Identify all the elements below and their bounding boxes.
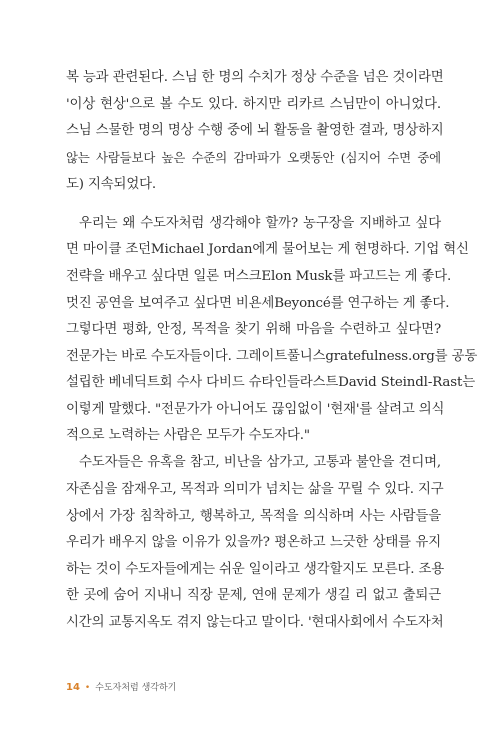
text-line: '이상 현상'으로 볼 수도 있다. 하지만 리카르 스님만이 아니었다. [66,97,441,112]
page-footer [66,681,176,695]
text-line: 전략을 배우고 싶다면 일론 머스크Elon Musk를 파고드는 게 좋다. [66,269,452,284]
text-line: 복 능과 관련된다. 스님 한 명의 수치가 정상 수준을 넘은 것이라면 [66,70,444,85]
text-line: 한 곳에 숨어 지내니 직장 문제, 연애 문제가 생길 리 없고 출퇴근 [66,588,441,603]
text-line: 도) 지속되었다. [66,177,156,192]
text-line: 우리가 배우지 않을 이유가 있을까? 평온하고 느긋한 상태를 유지 [66,535,441,550]
text-line: 않는 사람들보다 높은 수준의 감마파가 오랫동안 (심지어 수면 중에 [66,150,441,165]
text-line: 설립한 베네딕트회 수사 다비드 슈타인들라스트David Steindl-Rast는 [66,375,476,390]
text-line: 상에서 가장 침착하고, 행복하고, 목적을 의식하며 사는 사람들을 [66,509,441,524]
text-line: 하는 것이 수도자들에게는 쉬운 일이라고 생각할지도 모른다. 조용 [66,562,445,577]
paragraph-first-line: 우리는 왜 수도자처럼 생각해야 할까? 농구장을 지배하고 싶다 [79,216,441,231]
text-line: 적으로 노력하는 사람은 모두가 수도자다." [66,428,310,443]
page-number: 14 [66,682,80,693]
text-line: 자존심을 잠재우고, 목적과 의미가 넘치는 삶을 꾸릴 수 있다. 지구 [66,482,444,497]
text-line: 스님 스물한 명의 명상 수행 중에 뇌 활동을 촬영한 결과, 명상하지 [66,123,444,138]
text-line: 그렇다면 평화, 안정, 목적을 찾기 위해 마음을 수련하고 싶다면? [66,322,441,337]
running-title: 수도자처럼 생각하기 [95,683,177,693]
text-line: 전문가는 바로 수도자들이다. 그레이트풀니스gratefulness.org를 공동 [66,349,478,364]
paragraph-first-line: 수도자들은 유혹을 참고, 비난을 삼가고, 고통과 불안을 견디며, [79,455,441,470]
text-line: 시간의 교통지옥도 겪지 않는다고 말이다. '현대사회에서 수도자처 [66,615,444,630]
text-line: 멋진 공연을 보여주고 싶다면 비욘세Beyoncé를 연구하는 게 좋다. [66,296,450,311]
text-line: 면 마이클 조던Michael Jordan에게 물어보는 게 현명하다. 기업 혁신 [66,242,469,257]
footer-separator: • [84,683,91,693]
text-line: 이렇게 말했다. "전문가가 아니어도 끊임없이 '현재'를 살려고 의식 [66,402,445,417]
